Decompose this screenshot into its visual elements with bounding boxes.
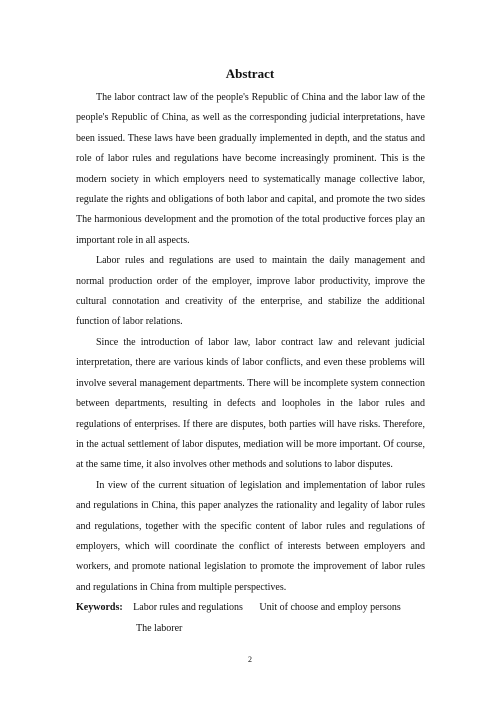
keyword-item: Unit of choose and employ persons	[259, 602, 401, 614]
keywords-section	[76, 598, 425, 639]
keywords-line-2	[76, 619, 425, 639]
paragraph-2: Labor rules and regulations are used to maintain the daily management and normal production order of the employer, improve labor productivity, improve the cultural connotation and creativity of the enterprise, and stabilize the additional function of labor relations.	[76, 255, 425, 328]
paragraph-4: In view of the current situation of legislation and implementation of labor rules and regulations in China, this paper analyzes the rationality and legality of labor rules and regulations, together with the specific content of labor rules and regulations of employers, which will coordinate the conflict of interests between employers and workers, and promote national legislation to promote the improvement of labor rules and regulations in China from multiple perspectives.	[76, 479, 425, 593]
keyword-item: Labor rules and regulations	[133, 602, 243, 614]
paragraph-3: Since the introduction of labor law, labor contract law and relevant judicial interpretation, there are various kinds of labor conflicts, and even these problems will involve several management departments. There will be incomplete system connection between departments, resulting in defects and loopholes in the labor rules and regulations of enterprises. If there are disputes, both parties will have risks. Therefore, in the actual settlement of labor disputes, mediation will be more important. Of course, at the same time, it also involves other methods and solutions to labor disputes.	[76, 336, 425, 471]
abstract-body	[76, 88, 425, 639]
keyword-item: The laborer	[136, 622, 183, 634]
abstract-title: Abstract	[225, 66, 275, 81]
page-number: 2	[248, 655, 252, 664]
keywords-label: Keywords:	[76, 602, 123, 614]
keywords-line-1	[76, 598, 425, 618]
paragraph-1: The labor contract law of the people's Republic of China and the labor law of the people's Republic of China, as well as the corresponding judicial interpretations, have been issued. These laws have been gradually implemented in depth, and the status and role of labor rules and regulations have become increasingly prominent. This is the modern society in which employers need to systematically manage collective labor, regulate the rights and obligations of both labor and capital, and promote the two sides The harmonious development and the promotion of the total productive forces play an important role in all aspects.	[76, 92, 425, 246]
